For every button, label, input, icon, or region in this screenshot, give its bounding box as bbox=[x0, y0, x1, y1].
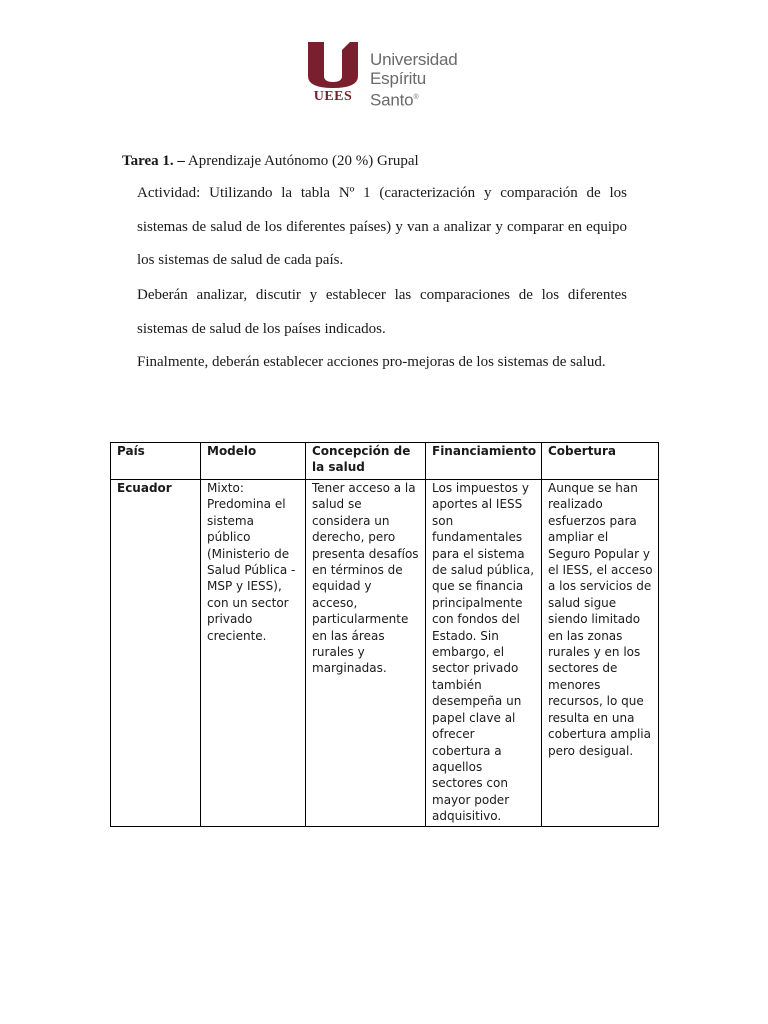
header-pais: País bbox=[111, 443, 201, 480]
table-header-row bbox=[111, 443, 659, 480]
uees-monogram-icon bbox=[306, 40, 360, 102]
cell-concepcion: Tener acceso a la salud se considera un derecho, pero presenta desafíos en términos de equidad y acceso, particularmente en las áreas rurales y marginadas. bbox=[306, 480, 426, 827]
university-name bbox=[370, 50, 476, 110]
cell-modelo: Mixto: Predomina el sistema público (Ministerio de Salud Pública - MSP y IESS), con un sector privado creciente. bbox=[201, 480, 306, 827]
university-name-line2: Espíritu Santo® bbox=[370, 69, 427, 110]
analysis-paragraph: Deberán analizar, discutir y establecer las comparaciones de los diferentes sistemas de salud de los países indicados. bbox=[137, 287, 627, 337]
header-modelo: Modelo bbox=[201, 443, 306, 480]
header-financiamiento: Financiamiento bbox=[426, 443, 542, 480]
table-row bbox=[111, 480, 659, 827]
logo-acronym: UEES bbox=[313, 89, 353, 102]
header-concepcion: Concepción de la salud bbox=[306, 443, 426, 480]
cell-pais: Ecuador bbox=[111, 480, 201, 827]
health-systems-table bbox=[110, 442, 659, 827]
university-name-line1: Universidad bbox=[370, 50, 458, 69]
activity-paragraph: Actividad: Utilizando la tabla Nº 1 (caracterización y comparación de los sistemas de salud de los diferentes países) y van a analizar y comparar en equipo los sistemas de salud de cada país. bbox=[137, 185, 627, 268]
cell-cobertura: Aunque se han realizado esfuerzos para ampliar el Seguro Popular y el IESS, el acceso a los servicios de salud sigue siendo limitado en las zonas rurales y en los sectores de menores recursos, lo que resulta en una cobertura amplia pero desigual. bbox=[542, 480, 659, 827]
header-cobertura: Cobertura bbox=[542, 443, 659, 480]
cell-financiamiento: Los impuestos y aportes al IESS son fundamentales para el sistema de salud pública, que se financia principalmente con fondos del Estado. Sin embargo, el sector privado también desempeña un papel clave al ofrecer cobertura a aquellos sectores con mayor poder adquisitivo. bbox=[426, 480, 542, 827]
task-title bbox=[122, 152, 419, 170]
task-title-rest: Aprendizaje Autónomo (20 %) Grupal bbox=[187, 153, 419, 169]
registered-mark: ® bbox=[413, 94, 419, 101]
task-title-bold: Tarea 1. – bbox=[122, 153, 185, 169]
improvement-paragraph: Finalmente, deberán establecer acciones pro-mejoras de los sistemas de salud. bbox=[137, 354, 606, 370]
uees-logo bbox=[306, 40, 476, 110]
monogram-u-shape bbox=[308, 42, 358, 88]
